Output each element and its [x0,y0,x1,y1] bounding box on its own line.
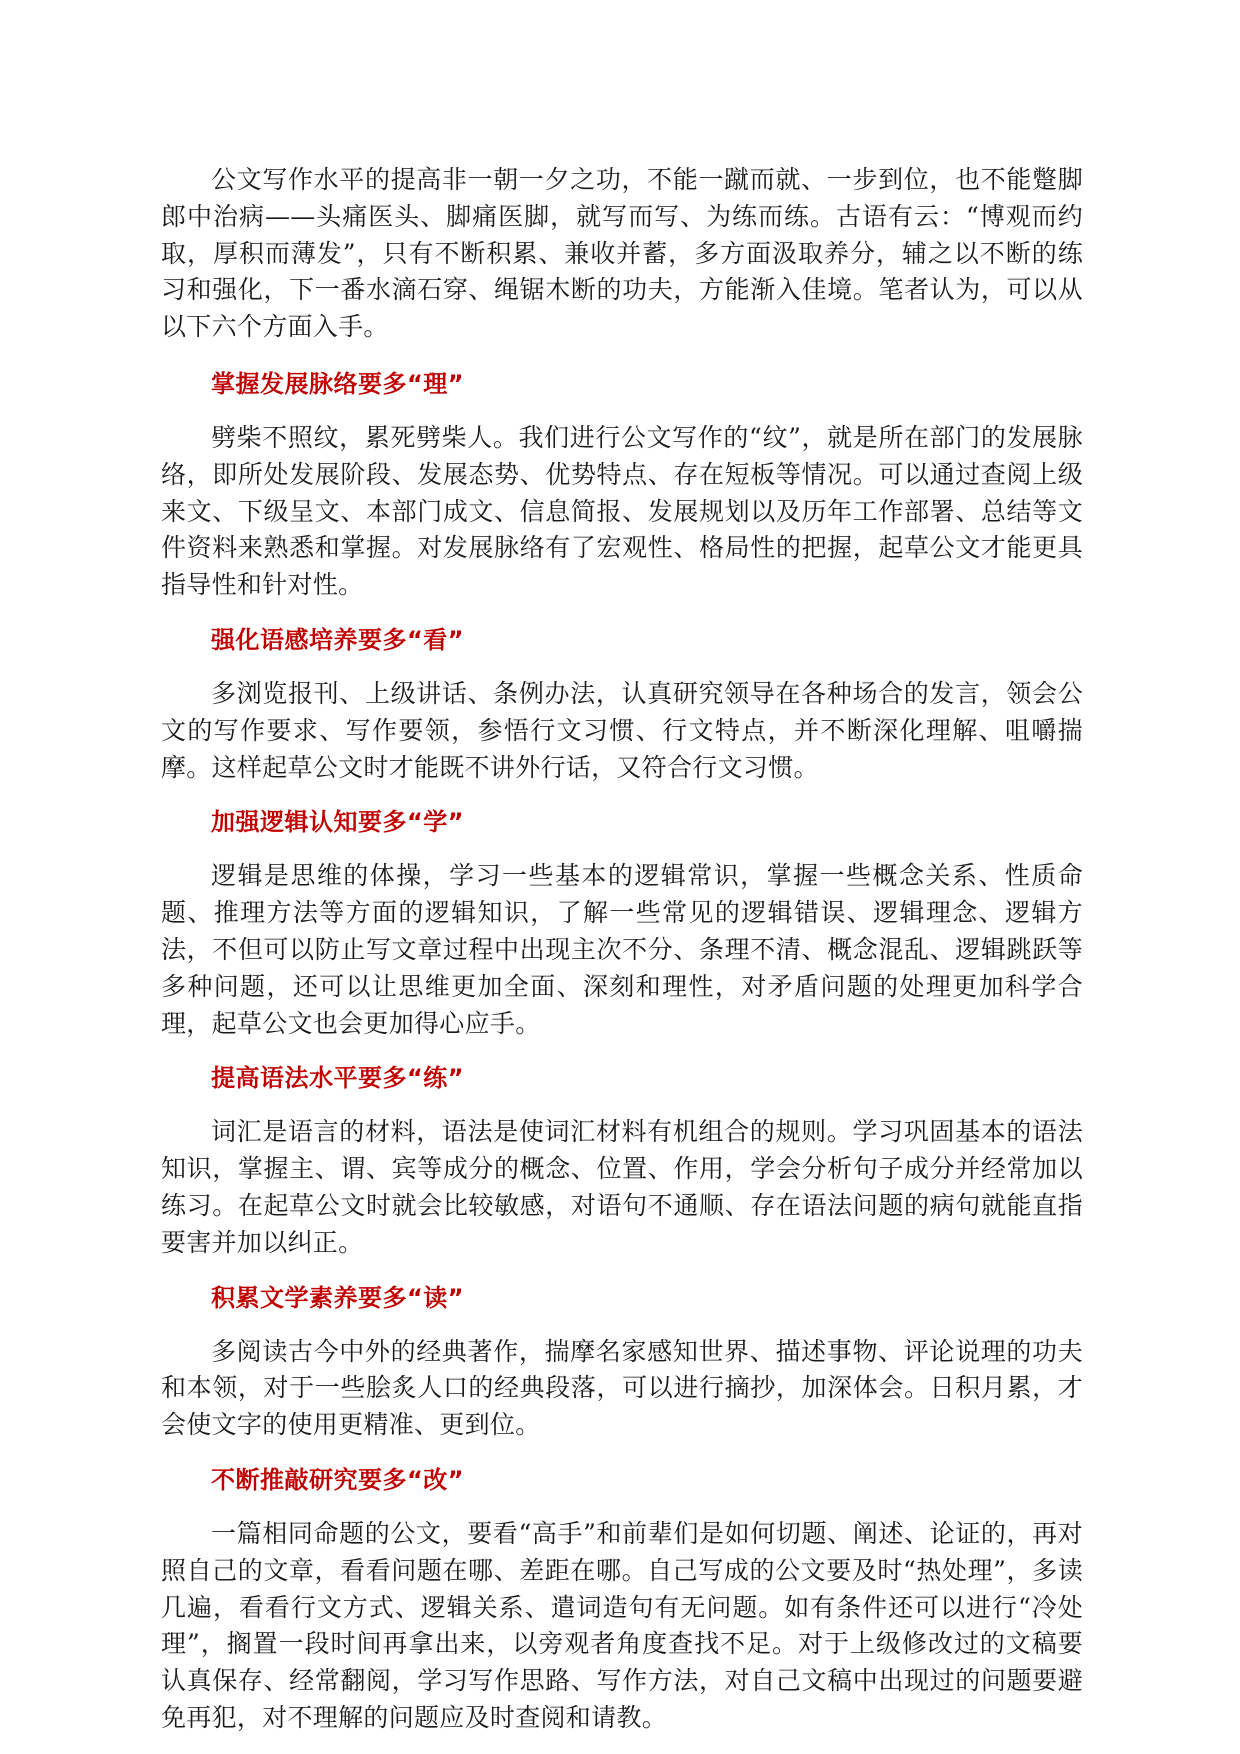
section-paragraph-kan: 多浏览报刊、上级讲话、条例办法，认真研究领导在各种场合的发言，领会公文的写作要求、写作要领，参悟行文习惯、行文特点，并不断深化理解、咀嚼揣摩。这样起草公文时才能既不讲外行话，又符合行文习惯。 [161,678,1083,782]
article-body [161,162,1083,1737]
section-heading-kan: 强化语感培养要多“看” [211,625,465,654]
section-paragraph-xue: 逻辑是思维的体操，学习一些基本的逻辑常识，掌握一些概念关系、性质命题、推理方法等方面的逻辑知识，了解一些常见的逻辑错误、逻辑理念、逻辑方法，不但可以防止写文章过程中出现主次不分、条理不清、概念混乱、逻辑跳跃等多种问题，还可以让思维更加全面、深刻和理性，对矛盾问题的处理更加科学合理，起草公文也会更加得心应手。 [161,861,1083,1038]
section-heading-li: 掌握发展脉络要多“理” [211,369,465,398]
section-paragraph-gai: 一篇相同命题的公文，要看“高手”和前辈们是如何切题、阐述、论证的，再对照自己的文章，看看问题在哪、差距在哪。自己写成的公文要及时“热处理”，多读几遍，看看行文方式、逻辑关系、遣词造句有无问题。如有条件还可以进行“冷处理”，搁置一段时间再拿出来，以旁观者角度查找不足。对于上级修改过的文稿要认真保存、经常翻阅，学习写作思路、写作方法，对自己文稿中出现过的问题要避免再犯，对不理解的问题应及时查阅和请教。 [161,1518,1083,1732]
section-heading-du: 积累文学素养要多“读” [211,1283,465,1312]
intro-paragraph: 公文写作水平的提高非一朝一夕之功，不能一蹴而就、一步到位，也不能蹩脚郎中治病——头痛医头、脚痛医脚，就写而写、为练而练。古语有云：“博观而约取，厚积而薄发”，只有不断积累、兼收并蓄，多方面汲取养分，辅之以不断的练习和强化，下一番水滴石穿、绳锯木断的功夫，方能渐入佳境。笔者认为，可以从以下六个方面入手。 [161,165,1083,342]
section-heading-xue: 加强逻辑认知要多“学” [211,808,465,837]
section-paragraph-du: 多阅读古今中外的经典著作，揣摩名家感知世界、描述事物、评论说理的功夫和本领，对于一些脍炙人口的经典段落，可以进行摘抄，加深体会。日积月累，才会使文字的使用更精准、更到位。 [161,1336,1083,1440]
section-paragraph-lian: 词汇是语言的材料，语法是使词汇材料有机组合的规则。学习巩固基本的语法知识，掌握主、谓、宾等成分的概念、位置、作用，学会分析句子成分并经常加以练习。在起草公文时就会比较敏感，对语句不通顺、存在语法问题的病句就能直指要害并加以纠正。 [161,1117,1083,1257]
section-heading-gai: 不断推敲研究要多“改” [211,1465,465,1494]
section-paragraph-li: 劈柴不照纹，累死劈柴人。我们进行公文写作的“纹”，就是所在部门的发展脉络，即所处发展阶段、发展态势、优势特点、存在短板等情况。可以通过查阅上级来文、下级呈文、本部门成文、信息简报、发展规划以及历年工作部署、总结等文件资料来熟悉和掌握。对发展脉络有了宏观性、格局性的把握，起草公文才能更具指导性和针对性。 [161,422,1083,600]
section-heading-lian: 提高语法水平要多“练” [211,1064,465,1093]
